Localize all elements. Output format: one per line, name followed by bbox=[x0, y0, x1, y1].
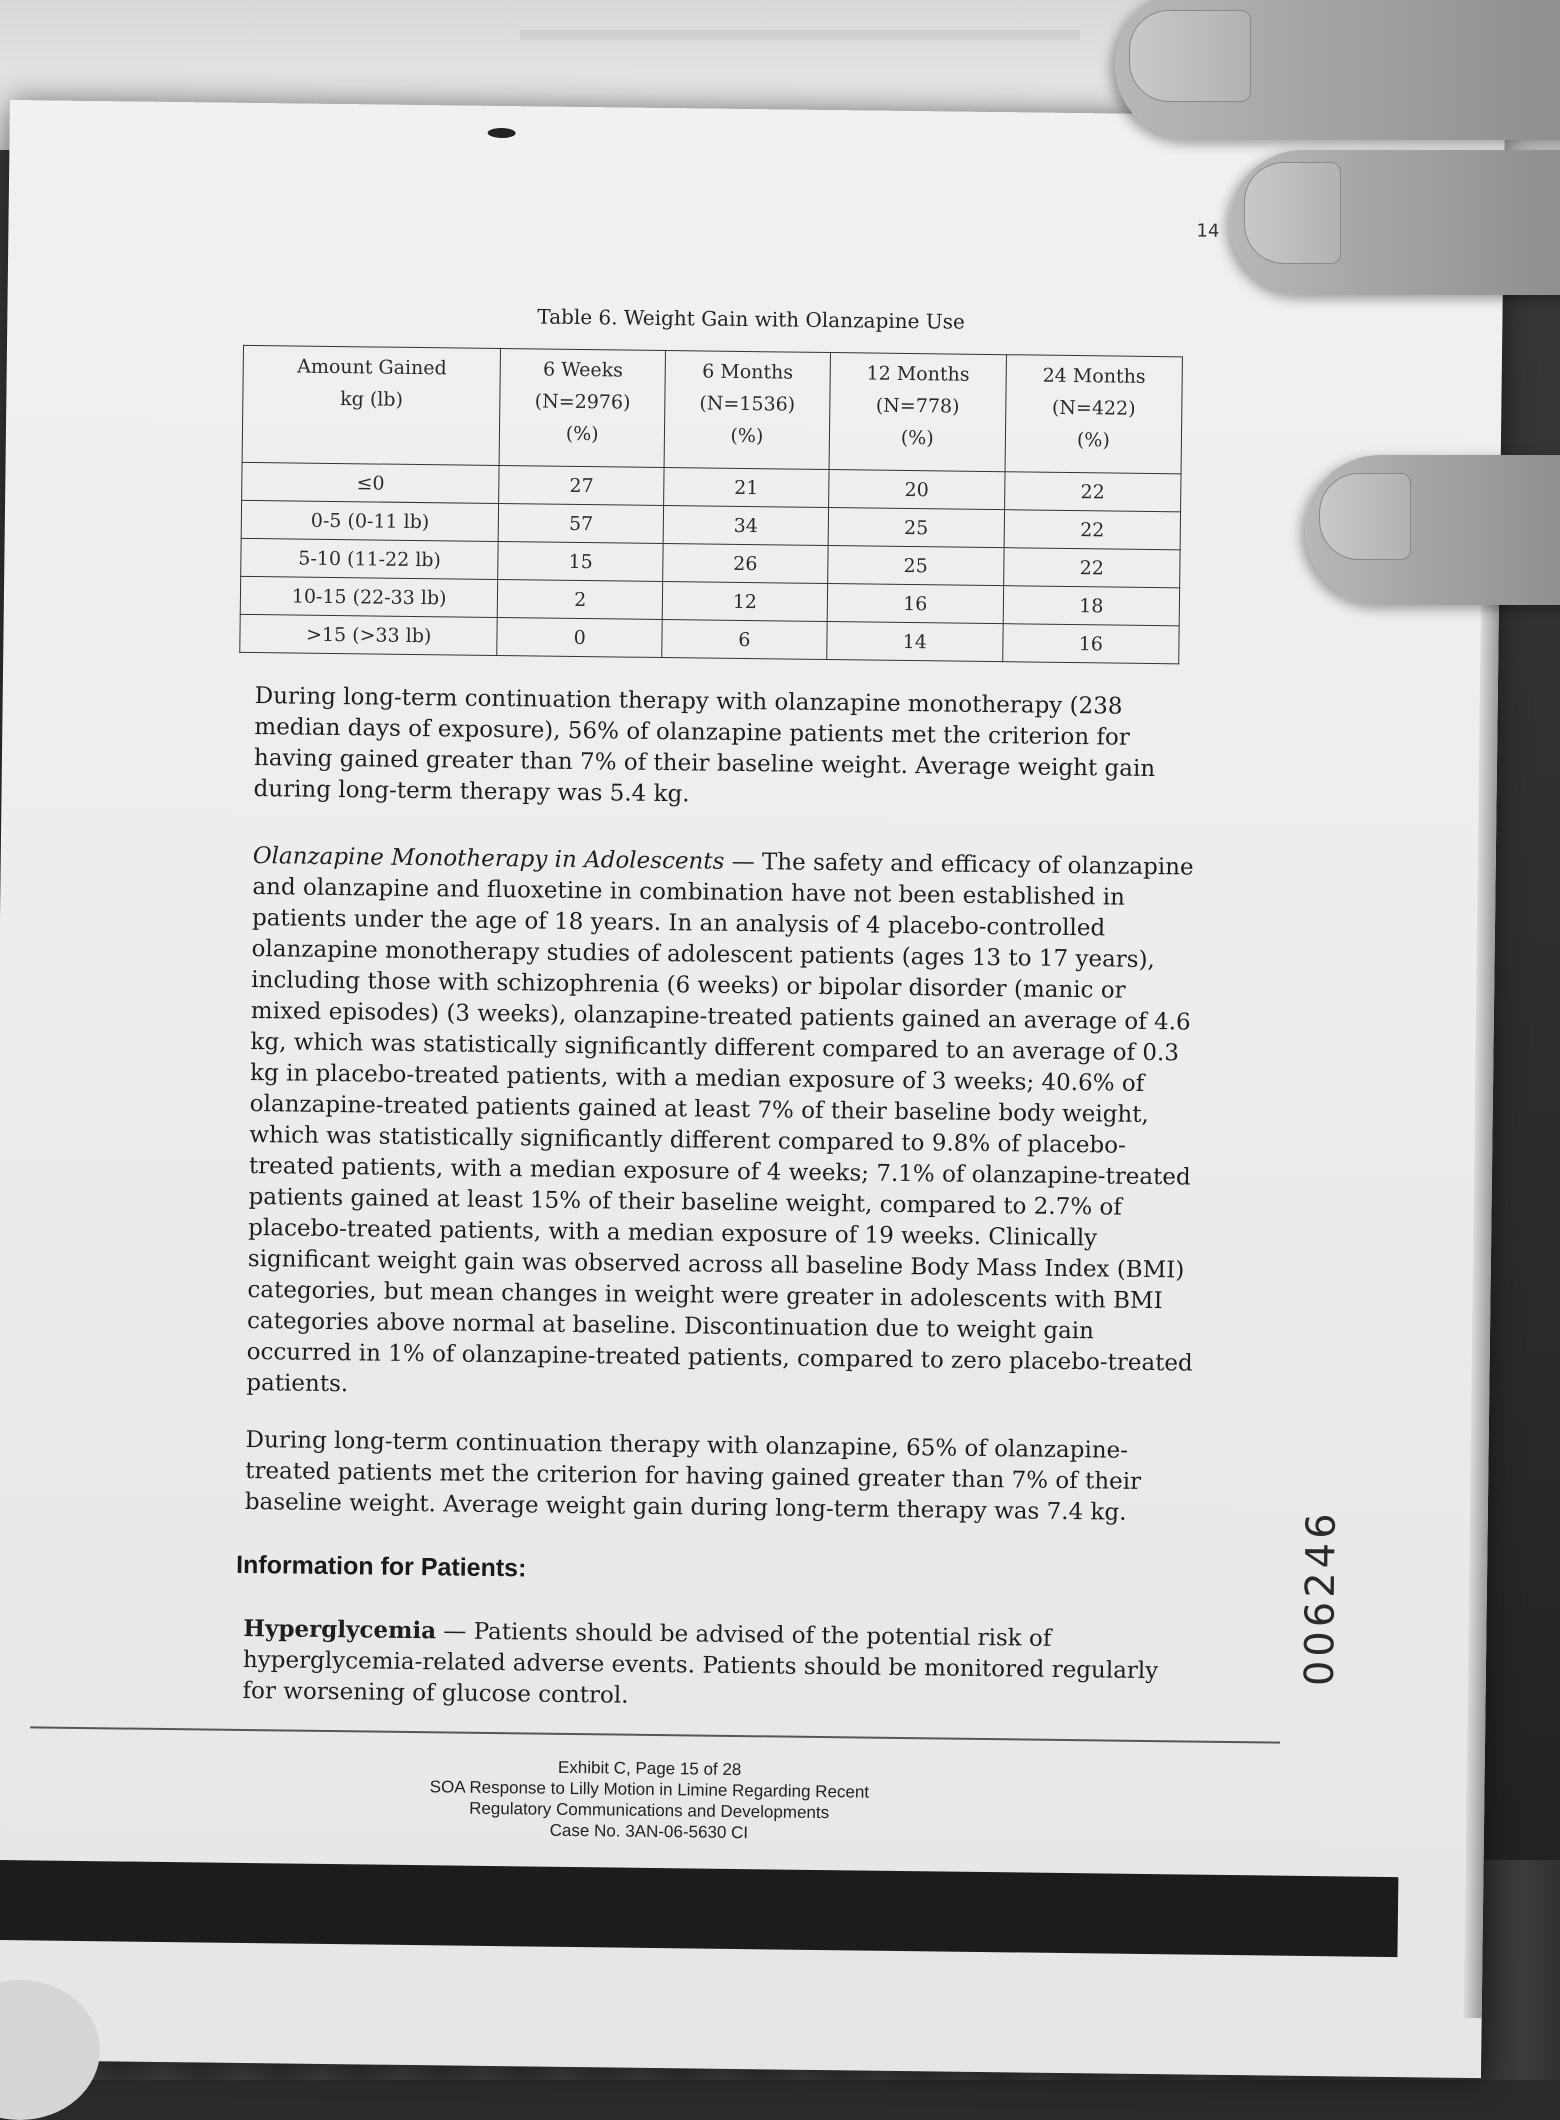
header-12-months: 12 Months (N=778) (%) bbox=[829, 353, 1007, 472]
finger-lower bbox=[1305, 455, 1560, 605]
hyperglycemia-body: Patients should be advised of the potential risk of hyperglycemia-related adverse events. Patients should be monitored regularly for worsening of glucose control. bbox=[242, 1618, 1159, 1709]
table-cell: 25 bbox=[827, 546, 1004, 586]
finger-top bbox=[1115, 0, 1560, 140]
adolescents-lead: Olanzapine Monotherapy in Adolescents bbox=[252, 843, 725, 875]
table-cell: 22 bbox=[1004, 472, 1181, 512]
finger-middle bbox=[1230, 150, 1560, 295]
table-cell: 5-10 (11-22 lb) bbox=[241, 538, 499, 579]
table-cell: >15 (>33 lb) bbox=[240, 614, 498, 655]
page-number: 14 bbox=[1196, 220, 1220, 242]
header-24-months: 24 Months (N=422) (%) bbox=[1005, 355, 1183, 474]
section-heading-information-for-patients: Information for Patients: bbox=[235, 1550, 527, 1583]
paragraph-adolescents bbox=[246, 841, 1203, 1411]
footer-regulatory-line: Regulatory Communications and Developments bbox=[469, 1798, 830, 1823]
fingernail bbox=[1319, 473, 1411, 560]
hyperglycemia-dash: — bbox=[435, 1618, 474, 1645]
header-6-months: 6 Months (N=1536) (%) bbox=[664, 351, 830, 470]
table-cell: 25 bbox=[828, 508, 1005, 548]
bates-number: 006246 bbox=[1296, 1509, 1345, 1687]
table-cell: 16 bbox=[827, 584, 1004, 624]
bleed-through-text bbox=[520, 30, 1080, 40]
paragraph-long-term-continuation: During long-term continuation therapy with olanzapine, 65% of olanzapine-treated patients met the criterion for having gained greater than 7% of their baseline weight. Average weight gain during long-term therapy was 7.4 kg. bbox=[244, 1426, 1142, 1526]
table-cell: 21 bbox=[664, 468, 829, 508]
table-cell: 14 bbox=[827, 622, 1004, 662]
fingernail bbox=[1244, 162, 1341, 264]
table-header-row bbox=[242, 345, 1182, 473]
table-cell: 10-15 (22-33 lb) bbox=[240, 576, 498, 617]
footer-response-line: SOA Response to Lilly Motion in Limine Regarding Recent bbox=[429, 1777, 870, 1802]
adolescents-dash: — bbox=[724, 848, 763, 876]
table-cell: 0-5 (0-11 lb) bbox=[241, 500, 499, 541]
footer-exhibit-line: Exhibit C, Page 15 of 28 bbox=[557, 1757, 742, 1780]
header-6-weeks: 6 Weeks (N=2976) (%) bbox=[499, 349, 665, 468]
exhibit-footer bbox=[369, 1755, 930, 1846]
table-cell: 26 bbox=[663, 544, 828, 584]
table-cell: 2 bbox=[498, 579, 663, 619]
binder-hole-mark bbox=[488, 128, 516, 138]
table-cell: 6 bbox=[662, 620, 827, 660]
fingernail bbox=[1129, 10, 1251, 102]
adolescents-body: The safety and efficacy of olanzapine and olanzapine and fluoxetine in combination have not been established in patients under the age of 18 years. In an analysis of 4 placebo-controlled olanzapine monotherapy studies of adolescent patients (ages 13 to 17 years), including those with schizophrenia (6 weeks) or bipolar disorder (manic or mixed episodes) (3 weeks), olanzapine-treated patients gained an average of 4.6 kg, which was statistically significantly different compared to an average of 0.3 kg in placebo-treated patients, with a median exposure of 3 weeks; 40.6% of olanzapine-treated patients gained at least 7% of their baseline body weight, which was statistically significantly different compared to 9.8% of placebo-treated patients, with a median exposure of 4 weeks; 7.1% of olanzapine-treated patients gained at least 15% of their baseline weight, compared to 2.7% of placebo-treated patients, with a median exposure of 19 weeks. Clinically significant weight gain was observed across all baseline Body Mass Index (BMI) categories, but mean changes in weight were greater in adolescents with BMI categories above normal at baseline. Discontinuation due to weight gain occurred in 1% of olanzapine-treated patients, compared to zero placebo-treated patients. bbox=[246, 849, 1194, 1398]
header-amount-gained: Amount Gained kg (lb) bbox=[242, 345, 501, 465]
table-cell: 57 bbox=[499, 504, 664, 544]
table-cell: 18 bbox=[1003, 586, 1180, 626]
table-cell: 12 bbox=[662, 582, 827, 622]
table-title: Table 6. Weight Gain with Olanzapine Use bbox=[537, 304, 965, 334]
table-cell: 22 bbox=[1004, 548, 1181, 588]
paragraph-long-term-monotherapy: During long-term continuation therapy with olanzapine monotherapy (238 median days of exposure), 56% of olanzapine patients met the criterion for having gained greater than 7% of their baseline weight. Average weight gain during long-term therapy was 5.4 kg. bbox=[253, 683, 1156, 808]
table-cell: 0 bbox=[497, 617, 662, 657]
table-cell: 34 bbox=[663, 506, 828, 546]
weight-gain-table bbox=[239, 345, 1183, 664]
table-cell: 20 bbox=[828, 470, 1005, 510]
footer-rule bbox=[30, 1726, 1280, 1743]
table-cell: 27 bbox=[499, 466, 664, 506]
paragraph-hyperglycemia bbox=[242, 1613, 1193, 1719]
table-cell: 22 bbox=[1004, 510, 1181, 550]
table-cell: 15 bbox=[498, 542, 663, 582]
dark-band bbox=[0, 1860, 1398, 1957]
table-cell: 16 bbox=[1003, 624, 1180, 664]
document-page bbox=[0, 100, 1505, 2078]
hyperglycemia-lead: Hyperglycemia bbox=[243, 1614, 437, 1645]
table-cell: ≤0 bbox=[242, 462, 500, 503]
footer-case-line: Case No. 3AN-06-5630 CI bbox=[549, 1820, 749, 1843]
